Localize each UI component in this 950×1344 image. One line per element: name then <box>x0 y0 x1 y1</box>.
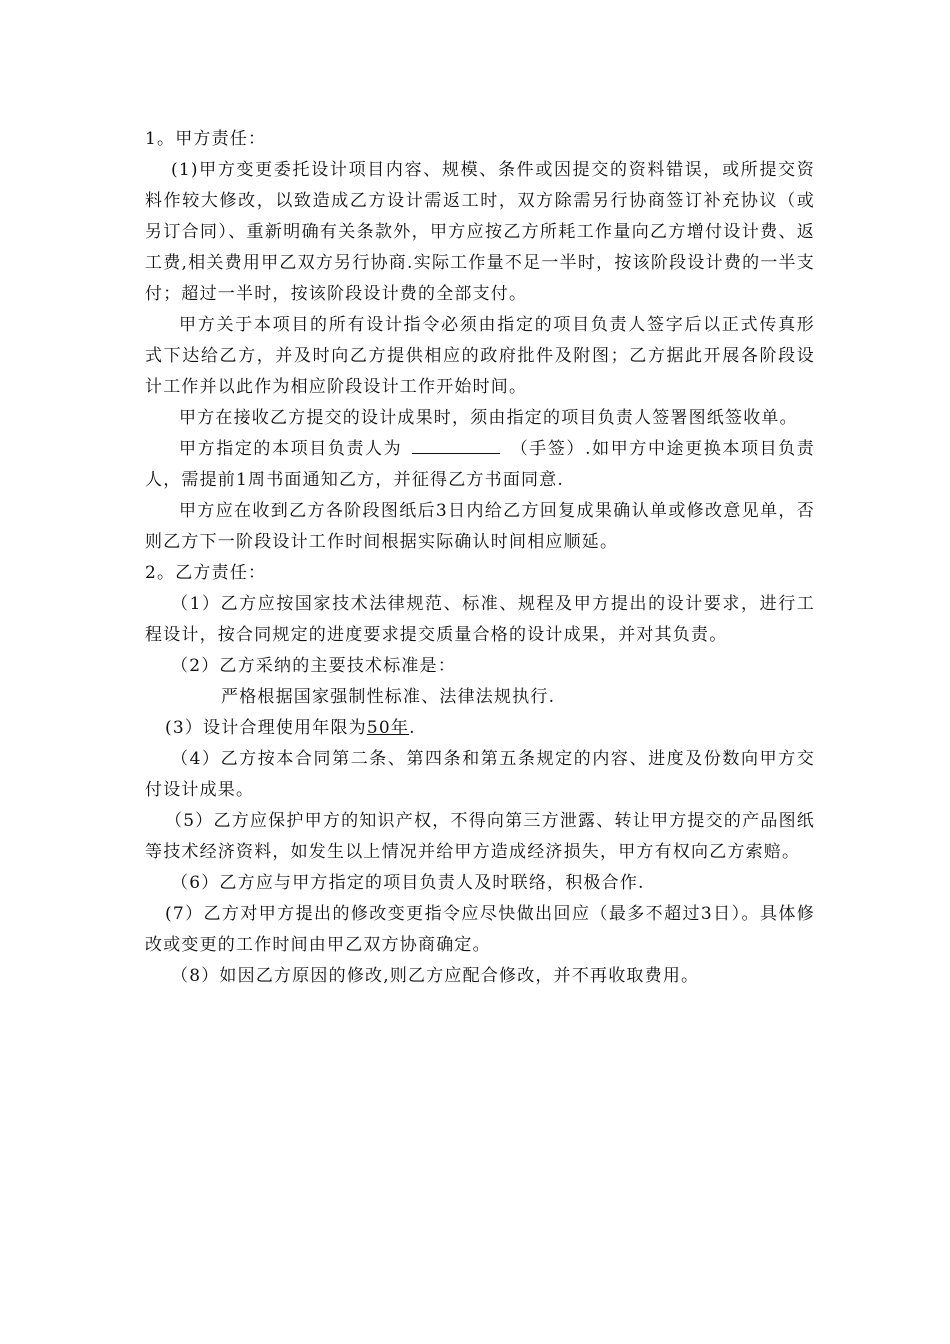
responsible-person-label: 甲方指定的本项目负责人为 <box>179 439 403 459</box>
service-life-end: . <box>409 718 416 738</box>
section2-paragraph-1: （1）乙方应按国家技术法律规范、标准、规程及甲方提出的设计要求，进行工程设计，按合同规定的进度要求提交质量合格的设计成果，并对其负责。 <box>145 594 815 645</box>
section2-paragraph-4: （4）乙方按本合同第二条、第四条和第五条规定的内容、进度及份数向甲方交付设计成果。 <box>145 749 815 800</box>
section1-paragraph-2: 甲方关于本项目的所有设计指令必须由指定的项目负责人签字后以正式传真形式下达给乙方，并及时向乙方提供相应的政府批件及附图；乙方据此开展各阶段设计工作并以此作为相应阶段设计工作开始时间。 <box>145 315 815 397</box>
section1-paragraph-1: (1)甲方变更委托设计项目内容、规模、条件或因提交的资料错误，或所提交资料作较大修改，以致造成乙方设计需返工时，双方除需另行协商签订补充协议（或另订合同）、重新明确有关条款外，甲方应按乙方所耗工作量向乙方增付设计费、返工费,相关费用甲乙双方另行协商.实际工作量不足一半时，按该阶段设计费的一半支付；超过一半时，按该阶段设计费的全部支付。 <box>145 160 815 304</box>
section2-paragraph-2: （2）乙方采纳的主要技术标准是： <box>171 656 457 676</box>
section2-paragraph-7: (7）乙方对甲方提出的修改变更指令应尽快做出回应（最多不超过3日）。具体修改或变更的工作时间由甲乙双方协商确定。 <box>145 904 815 955</box>
contract-text <box>145 124 815 992</box>
service-life-label: (3）设计合理使用年限为 <box>165 718 367 738</box>
section1-paragraph-3: 甲方在接收乙方提交的设计成果时，须由指定的项目负责人签署图纸签收单。 <box>179 408 798 428</box>
section2-paragraph-2-detail: 严格根据国家强制性标准、法律法规执行. <box>221 687 556 707</box>
service-life-value: 50年 <box>366 718 410 738</box>
signature-blank <box>412 435 500 454</box>
section1-paragraph-4 <box>145 434 815 496</box>
section1-heading: 1。甲方责任： <box>145 129 267 149</box>
responsible-person-note: （手签）.如甲方中途更换本项目负责人，需提前1周书面通知乙方，并征得乙方书面同意. <box>145 439 815 490</box>
section2-paragraph-5: （5）乙方应保护甲方的知识产权，不得向第三方泄露、转让甲方提交的产品图纸等技术经济资料，如发生以上情况并给甲方造成经济损失，甲方有权向乙方索赔。 <box>145 811 815 862</box>
section1-paragraph-5: 甲方应在收到乙方各阶段图纸后3日内给乙方回复成果确认单或修改意见单，否则乙方下一阶段设计工作时间根据实际确认时间相应顺延。 <box>145 501 815 552</box>
section2-paragraph-3 <box>145 713 815 744</box>
section2-paragraph-6: （6）乙方应与甲方指定的项目负责人及时联络，积极合作. <box>171 873 645 893</box>
section2-paragraph-8: （8）如因乙方原因的修改,则乙方应配合修改，并不再收取费用。 <box>171 966 700 986</box>
section2-heading: 2。乙方责任： <box>145 563 267 583</box>
